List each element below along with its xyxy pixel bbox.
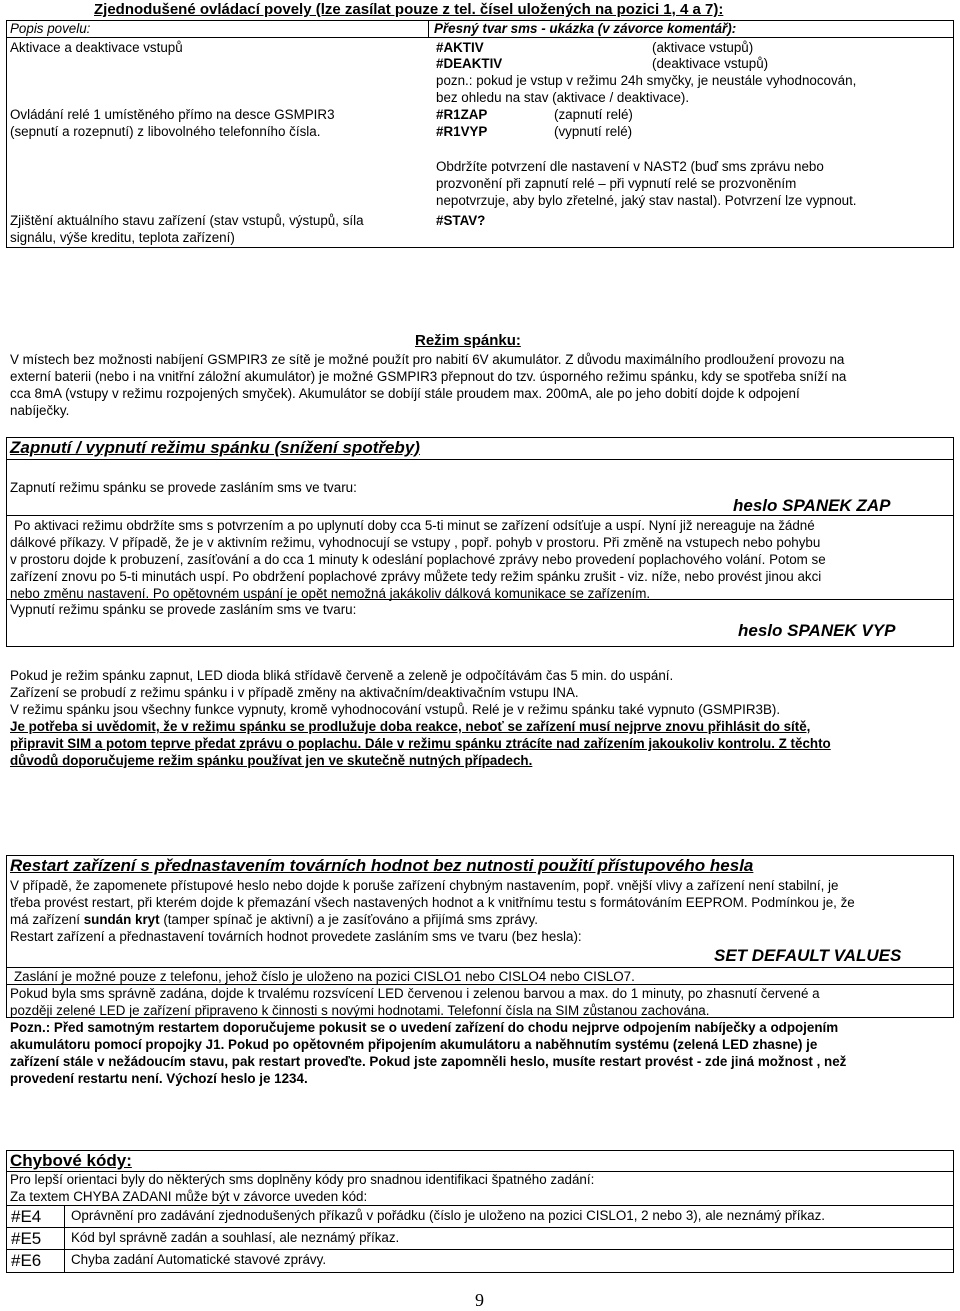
cmd-aktiv-comment: (aktivace vstupů) [652,40,754,55]
page-number: 9 [475,1290,484,1310]
table-divider [6,37,954,38]
cmd-deaktiv-comment: (deaktivace vstupů) [652,56,769,71]
sleep-title: Režim spánku: [415,332,521,349]
row-status-label-2: signálu, výše kreditu, teplota zařízení) [10,230,235,245]
sleep-toggle-title: Zapnutí / vypnutí režimu spánku (snížení spotřeby) [10,438,420,457]
cmd-r1zap-comment: (zapnutí relé) [554,107,633,122]
error-text-e6: Chyba zadání Automatické stavové zprávy. [71,1252,327,1267]
cmd-r1vyp-comment: (vypnutí relé) [554,124,633,139]
box-divider [6,459,954,460]
restart-text-4: Restart zařízení a přednastavení továrních hodnot provedete zasláním sms ve tvaru (bez hesla): [10,929,582,944]
note-relay-2: prozvonění při zapnutí relé – při vypnutí relé se prozvoněním [436,176,797,191]
sleep-on-text-5: nebo změnu nastavení. Po opětovném uspání je opět nemožná jakákoliv dálková komunikace se zařízením. [10,586,651,601]
table-divider [428,20,429,38]
restart-text-3 [10,912,538,928]
error-code-e6: #E6 [11,1251,42,1270]
row-status-label: Zjištění aktuálního stavu zařízení (stav vstupů, výstupů, síla [10,213,364,228]
restart-text-1: V případě, že zapomenete přístupové heslo nebo dojde k poruše zařízení chybným nastavením, popř. vnější vlivy a zařízení není stabilní, je [10,878,839,893]
sleep-text-3: cca 8mA (vstupy v režimu rozpojených smyček). Akumulátor se dobíjí stále proudem max. 200mA, ale po jeho dobití dojde k odpojení [10,386,800,401]
sleep-text-2: externí baterii (nebo i na vnitřní záložní akumulátor) je možné GSMPIR3 přepnout do tzv. úsporného režimu spánku, kdy se spotřeba sníží na [10,369,847,384]
sleep-led-text: Pokud je režim spánku zapnut, LED dioda bliká střídavě červeně a zeleně je odpočítávám čas 5 min. do uspání. [10,668,674,683]
sleep-on-text-4: zařízení znovu po 5-ti minutách uspí. Po obdržení poplachové zprávy můžete tedy režim spánku zrušit - viz. níže, nebo provést jinou akci [10,569,822,584]
errors-grid [6,1227,954,1228]
sleep-wake-text: Zařízení se probudí z režimu spánku i v případě změny na aktivačním/deaktivačním vstupu INA. [10,685,579,700]
restart-text-3b: sundán kryt [83,912,160,927]
sleep-off-intro: Vypnutí režimu spánku se provede zasláním sms ve tvaru: [10,602,357,617]
col-header-syntax: Přesný tvar sms - ukázka (v závorce komentář): [434,21,737,36]
row-input-activation-label: Aktivace a deaktivace vstupů [10,40,183,55]
sleep-on-text-2: dálkové příkazy. V případě, že je v aktivním režimu, vyhodnocují se vstupy , popř. pohyb v prostoru. Při změně na vstupech nebo pohybu [10,535,821,550]
error-text-e4: Oprávnění pro zadávání zjednodušených příkazů v pořádku (číslo je uloženo na pozici CISLO1, 2 nebo 3), ale neznámý příkaz. [71,1208,826,1223]
restart-text-5: Zaslání je možné pouze z telefonu, jehož číslo je uloženo na pozici CISLO1 nebo CISLO4 nebo CISLO7. [14,969,635,984]
col-header-description: Popis povelu: [10,21,91,36]
restart-title: Restart zařízení s přednastavením továrních hodnot bez nutnosti použití přístupového hesla [10,856,754,875]
cmd-r1vyp: #R1VYP [436,124,488,139]
cmd-deaktiv: #DEAKTIV [436,56,503,71]
sleep-on-text-3: v prostoru dojde k probuzení, zasíťování a do cca 1 minuty k odeslání poplachové zprávy nebo provedení poplachového volání. Potom se [10,552,826,567]
sleep-warning-3: důvodů doporučujeme režim spánku používat jen ve skutečně nutných případech. [10,753,533,768]
sleep-on-intro: Zapnutí režimu spánku se provede zasláním sms ve tvaru: [10,480,357,495]
error-code-e5: #E5 [11,1229,42,1248]
sleep-off-cmd: heslo SPANEK VYP [738,621,896,640]
errors-grid [6,1205,954,1206]
restart-text-2: třeba provést restart, při kterém dojde k přemazání všech nastavených hodnot a k vnitřnímu testu s formátováním EEPROM. Podmínkou je, že [10,895,855,910]
sleep-on-text-1: Po aktivaci režimu obdržíte sms s potvrzením a po uplynutí doby cca 5-ti minut se zařízení odsíťuje a uspí. Nyní již nereaguje na žádné [14,518,815,533]
note-24h-2: bez ohledu na stav (aktivace / deaktivace). [436,90,690,105]
restart-text-3c: (tamper spínač je aktivní) a je zasíťováno a přijímá sms zprávy. [159,912,538,927]
sleep-functions-text: V režimu spánku jsou všechny funkce vypnuty, kromě vyhodnocování vstupů. Relé je v režimu spánku také vypnuto (GSMPIR3B). [10,702,781,717]
restart-note-1: Pozn.: Před samotným restartem doporučujeme pokusit se o uvedení zařízení do chodu nejprve odpojením nabíječky a odpojením [10,1020,839,1035]
note-relay: Obdržíte potvrzení dle nastavení v NAST2 (buď sms zprávu nebo [436,159,824,174]
restart-text-6: Pokud byla sms správně zadána, dojde k trvalému rozsvícení LED červenou i zelenou barvou a max. do 1 minuty, po zhasnutí červené a [10,986,820,1001]
note-24h: pozn.: pokud je vstup v režimu 24h smyčky, je neustále vyhodnocován, [436,73,857,88]
errors-text-1: Pro lepší orientaci byly do některých sms doplněny kódy pro snadnou identifikaci špatného zadání: [10,1172,595,1187]
restart-note-4: provedení restartu není. Výchozí heslo je 1234. [10,1071,308,1086]
sleep-text-4: nabíječky. [10,403,70,418]
cmd-r1zap: #R1ZAP [436,107,488,122]
sleep-on-cmd: heslo SPANEK ZAP [733,496,891,515]
errors-text-2: Za textem CHYBA ZADANI může být v závorce uveden kód: [10,1189,368,1204]
restart-cmd: SET DEFAULT VALUES [714,946,902,965]
cmd-aktiv: #AKTIV [436,40,484,55]
restart-text-7: později zelené LED je zařízení připraveno k činnosti s novými hodnotami. Telefonní čísla na SIM zůstanou zachována. [10,1003,710,1018]
restart-text-3a: má zařízení [10,912,84,927]
cmd-stav: #STAV? [436,213,486,228]
restart-note-2: akumulátoru pomocí propojky J1. Pokud po opětovném připojením akumulátoru a naběhnutím systému (zelená LED zhasne) je [10,1037,818,1052]
sleep-warning-2: připravit SIM a potom teprve předat zprávu o poplachu. Dále v režimu spánku ztrácíte nad zařízením jakoukoliv kontrolu. Z těchto [10,736,831,751]
sleep-warning-1: Je potřeba si uvědomit, že v režimu spánku se prodlužuje doba reakce, neboť se zařízení musí nejprve znovu přihlásit do sítě, [10,719,811,734]
row-relay-label: Ovládání relé 1 umístěného přímo na desce GSMPIR3 [10,107,335,122]
error-code-e4: #E4 [11,1207,42,1226]
restart-note-3: zařízení stále v nežádoucím stavu, pak restart proveďte. Pokud jste zapomněli heslo, musíte restart provést - zde jiná možnost , než [10,1054,847,1069]
errors-title: Chybové kódy: [10,1151,132,1170]
note-relay-3: nepotvrzuje, aby bylo zřetelné, jaký stav nastal). Potvrzení lze vypnout. [436,193,857,208]
box-divider [6,967,954,968]
commands-title: Zjednodušené ovládací povely (lze zasílat pouze z tel. čísel uložených na pozici 1, 4 a 7): [94,1,724,18]
errors-grid [64,1205,65,1273]
row-relay-label-2: (sepnutí a rozepnutí) z libovolného telefonního čísla. [10,124,321,139]
error-text-e5: Kód byl správně zadán a souhlasí, ale neznámý příkaz. [71,1230,400,1245]
errors-grid [6,1249,954,1250]
sleep-text-1: V místech bez možnosti nabíjení GSMPIR3 ze sítě je možné použít pro nabití 6V akumulátor. Z důvodu maximálního prodloužení provozu na [10,352,845,367]
